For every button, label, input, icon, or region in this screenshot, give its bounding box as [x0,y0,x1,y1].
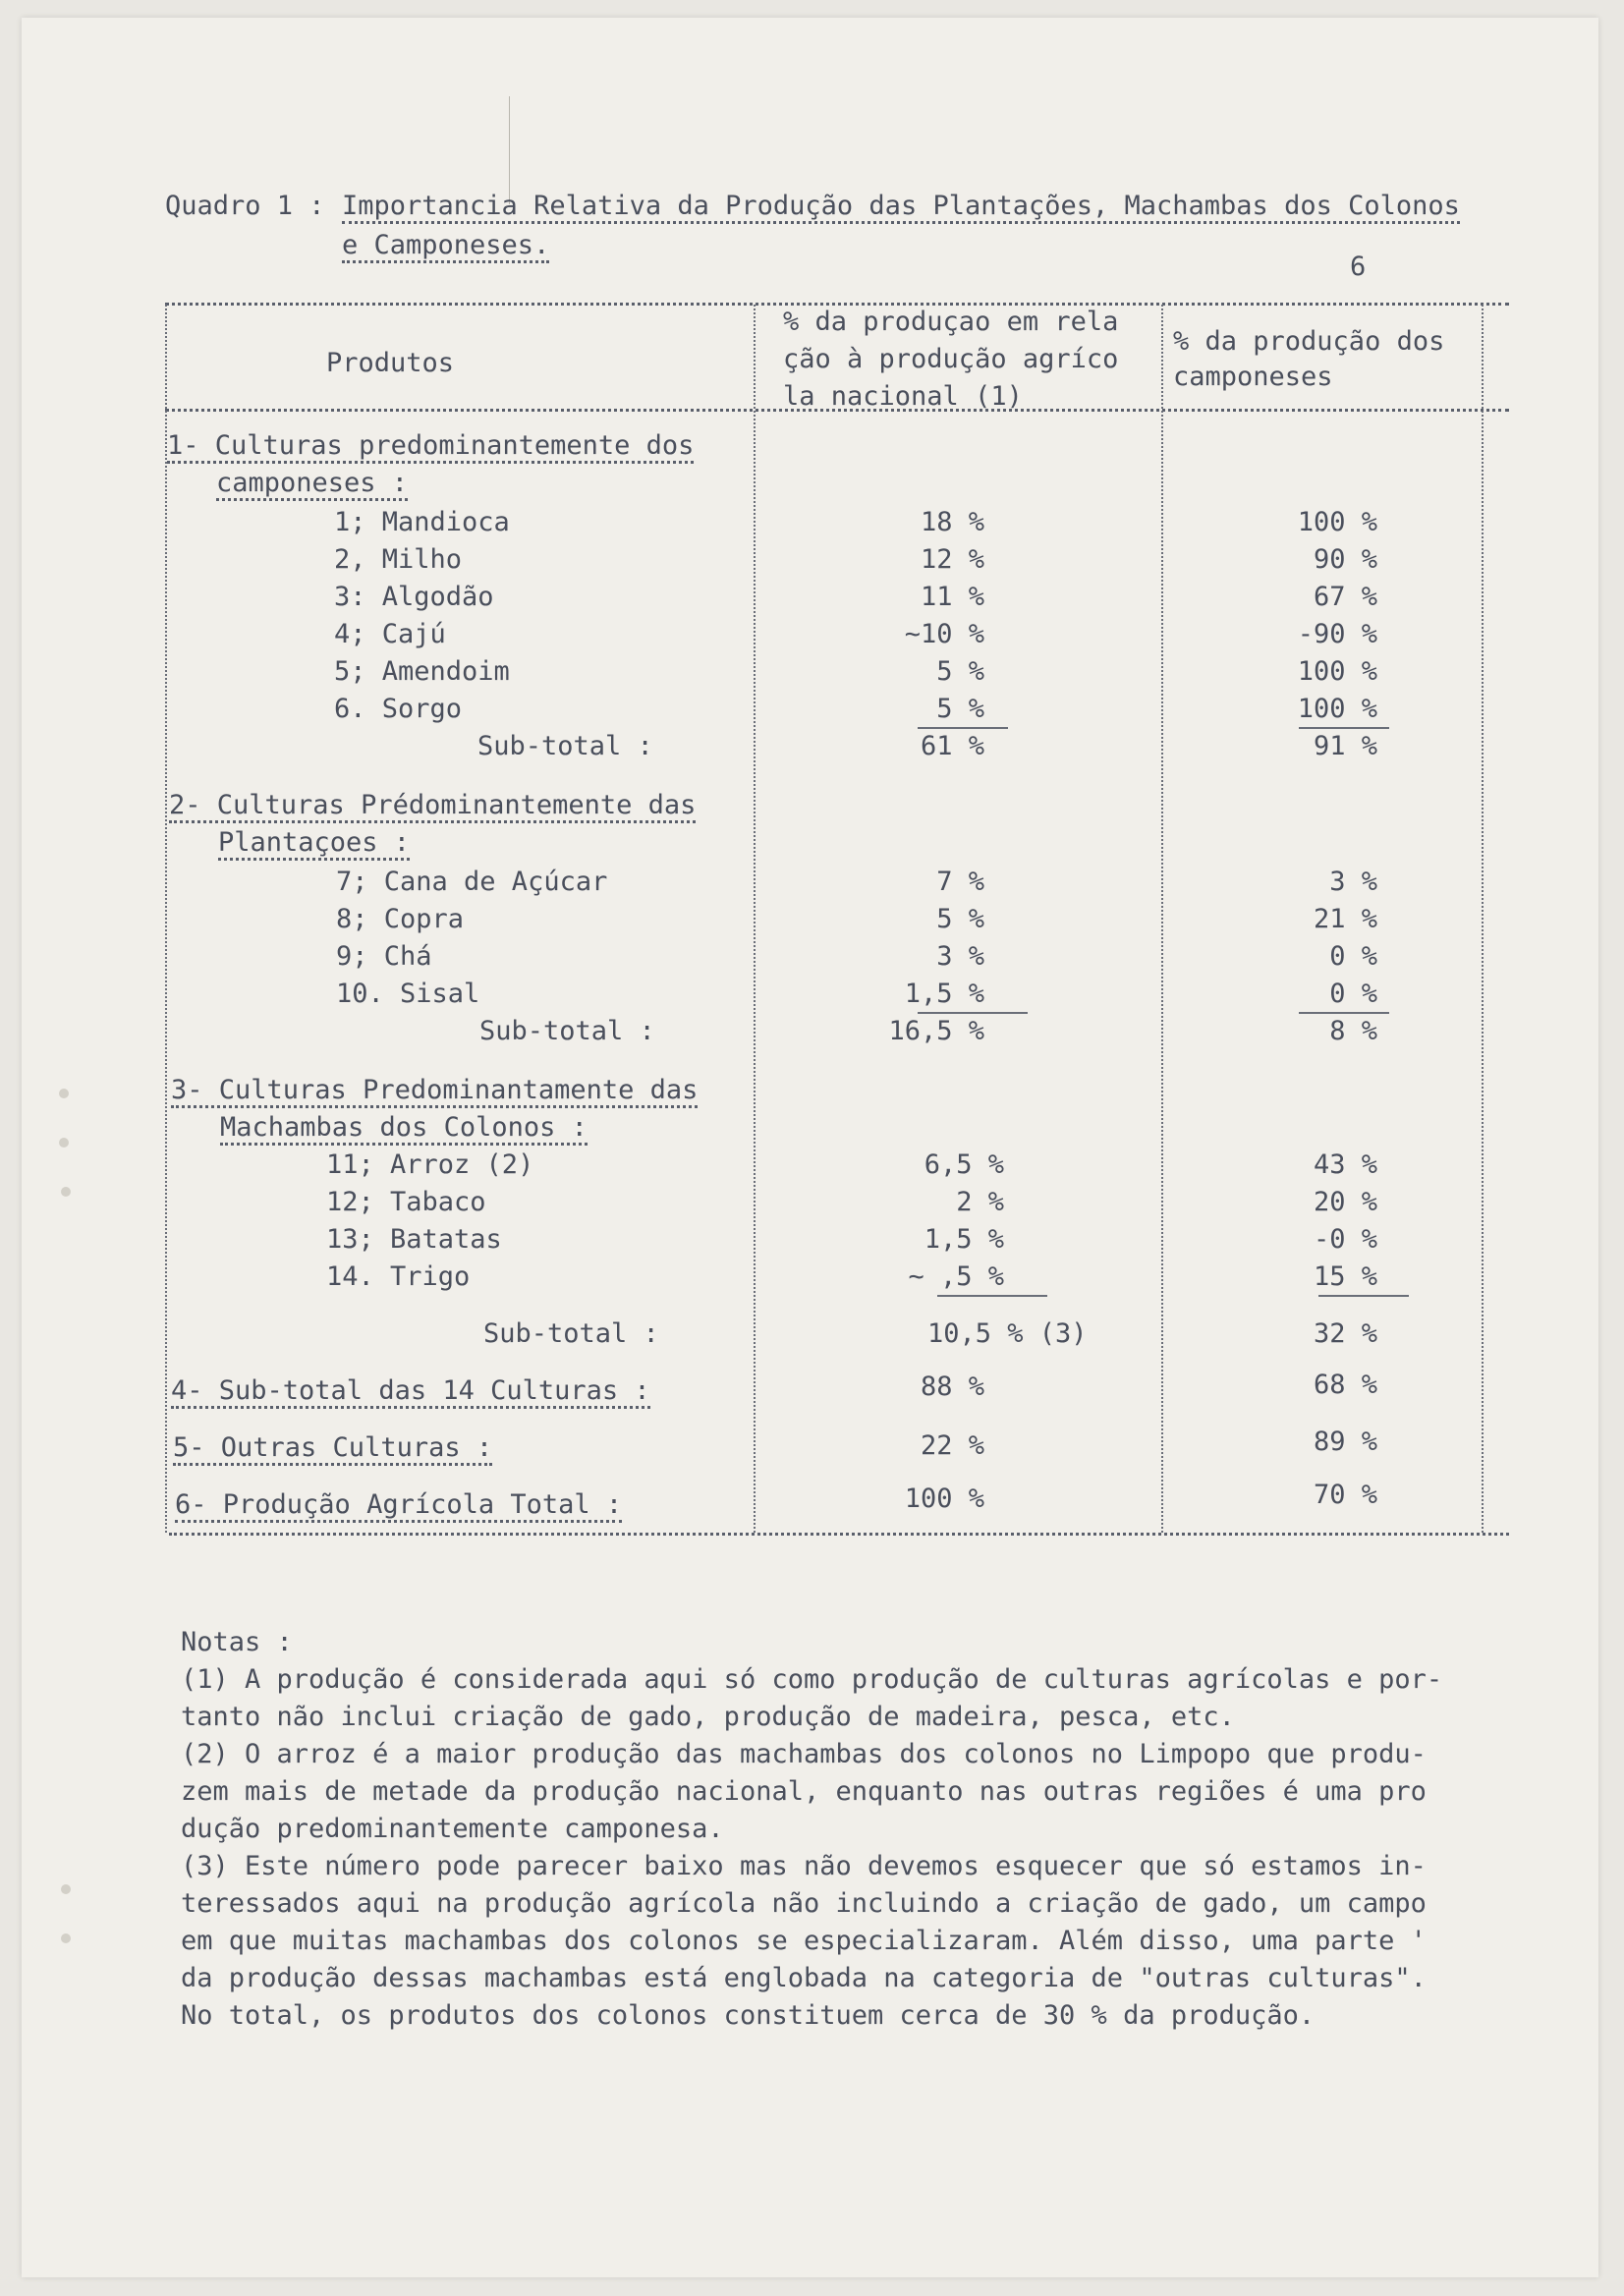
table-left-border [165,305,167,1533]
subtotal-rule [918,727,1008,729]
peasant-share: 100 % [1297,694,1377,724]
national-share: 12 % [920,544,984,575]
note-line: (2) O arroz é a maior produção das machambas dos colonos no Limpopo que produ- [181,1739,1427,1769]
national-share: 18 % [920,507,984,537]
crop-name: 13; Batatas [326,1224,502,1255]
crop-name: 12; Tabaco [326,1187,486,1217]
peasant-share: 100 % [1297,507,1377,537]
subtotal-national: 10,5 % (3) [927,1318,1088,1349]
column-divider-2 [1161,305,1163,1533]
crop-name: 10. Sisal [336,979,480,1009]
table-label: Quadro 1 : [165,191,325,221]
crop-name: 14. Trigo [326,1261,471,1292]
subtotal-label: Sub-total : [483,1318,659,1349]
subtotal-rule [937,1295,1047,1297]
header-national-line1: % da produçao em rela [783,307,1119,337]
total-peasant: 70 % [1313,1480,1377,1510]
fold-line [509,96,510,204]
note-line: zem mais de metade da produção nacional, enquanto nas outras regiões é uma pro [181,1776,1427,1807]
note-line: da produção dessas machambas está englobada na categoria de "outras culturas". [181,1963,1427,1993]
note-line: No total, os produtos dos colonos constituem cerca de 30 % da produção. [181,2000,1316,2031]
section-title: Plantaçoes : [218,829,410,861]
subtotal-rule [1318,1295,1409,1297]
crop-name: 3: Algodão [334,582,494,612]
national-share: 1,5 % [924,1224,1004,1255]
punch-hole [61,1187,71,1197]
peasant-share: 43 % [1313,1149,1377,1180]
national-share: 3 % [936,941,984,972]
peasant-share: 3 % [1329,867,1377,897]
header-national-line2: ção à produção agríco [783,344,1119,374]
crop-name: 6. Sorgo [334,694,463,724]
punch-hole [59,1089,69,1098]
header-peasant-line2: camponeses [1173,362,1333,392]
punch-hole [59,1138,69,1148]
national-share: 5 % [936,694,984,724]
total-label: 4- Sub-total das 14 Culturas : [171,1377,650,1409]
table-right-border [1482,305,1484,1533]
peasant-share: 21 % [1313,904,1377,934]
national-share: 1,5 % [904,979,984,1009]
peasant-share: 15 % [1313,1261,1377,1292]
table-bottom-rule [169,1533,1509,1536]
page-number: 6 [1350,252,1367,282]
subtotal-peasant: 32 % [1313,1318,1377,1349]
total-national: 22 % [920,1430,984,1461]
note-line: dução predominantemente camponesa. [181,1814,724,1844]
subtotal-rule [1299,1012,1389,1014]
total-national: 100 % [904,1484,984,1514]
column-divider-1 [754,305,756,1533]
national-share: 5 % [936,904,984,934]
header-national-line3: la nacional (1) [783,381,1023,412]
total-label: 6- Produção Agrícola Total : [175,1491,622,1523]
section-title: 1- Culturas predominantemente dos [167,432,694,464]
subtotal-label: Sub-total : [479,1016,655,1046]
table-title-line1: Importancia Relativa da Produção das Plantações, Machambas dos Colonos [342,193,1460,224]
subtotal-rule [918,1012,1028,1014]
total-national: 88 % [920,1372,984,1402]
note-line: (3) Este número pode parecer baixo mas não devemos esquecer que só estamos in- [181,1851,1427,1881]
section-title: Machambas dos Colonos : [220,1114,588,1146]
section-title: 2- Culturas Prédominantemente das [169,792,696,823]
peasant-share: -0 % [1313,1224,1377,1255]
header-peasant-line1: % da produção dos [1173,326,1445,357]
punch-hole [61,1884,71,1894]
national-share: ~10 % [904,619,984,649]
punch-hole [61,1933,71,1943]
crop-name: 2, Milho [334,544,463,575]
subtotal-national: 16,5 % [888,1016,984,1046]
subtotal-peasant: 91 % [1313,731,1377,761]
peasant-share: 0 % [1329,941,1377,972]
crop-name: 7; Cana de Açúcar [336,867,608,897]
total-label: 5- Outras Culturas : [173,1434,492,1466]
national-share: 6,5 % [924,1149,1004,1180]
note-line: (1) A produção é considerada aqui só como produção de culturas agrícolas e por- [181,1664,1443,1695]
notes-heading: Notas : [181,1627,293,1657]
subtotal-rule [1299,727,1389,729]
total-peasant: 68 % [1313,1370,1377,1400]
national-share: 5 % [936,656,984,687]
crop-name: 11; Arroz (2) [326,1149,534,1180]
peasant-share: -90 % [1297,619,1377,649]
subtotal-national: 61 % [920,731,984,761]
section-title: 3- Culturas Predominantamente das [171,1077,698,1108]
national-share: 7 % [936,867,984,897]
note-line: em que muitas machambas dos colonos se especializaram. Além disso, uma parte ' [181,1926,1427,1956]
crop-name: 4; Cajú [334,619,446,649]
table-title-line2: e Camponeses. [342,232,549,263]
subtotal-label: Sub-total : [477,731,653,761]
peasant-share: 67 % [1313,582,1377,612]
section-title: camponeses : [216,470,408,501]
national-share: ~ ,5 % [908,1261,1004,1292]
crop-name: 8; Copra [336,904,465,934]
peasant-share: 100 % [1297,656,1377,687]
national-share: 2 % [956,1187,1004,1217]
crop-name: 9; Chá [336,941,432,972]
table-top-rule [165,303,1509,306]
peasant-share: 0 % [1329,979,1377,1009]
header-produtos: Produtos [326,348,455,378]
crop-name: 1; Mandioca [334,507,510,537]
note-line: teressados aqui na produção agrícola não incluindo a criação de gado, um campo [181,1888,1427,1919]
note-line: tanto não inclui criação de gado, produção de madeira, pesca, etc. [181,1702,1235,1732]
peasant-share: 20 % [1313,1187,1377,1217]
document-page [22,18,1598,2277]
peasant-share: 90 % [1313,544,1377,575]
crop-name: 5; Amendoim [334,656,510,687]
national-share: 11 % [920,582,984,612]
total-peasant: 89 % [1313,1427,1377,1457]
subtotal-peasant: 8 % [1329,1016,1377,1046]
